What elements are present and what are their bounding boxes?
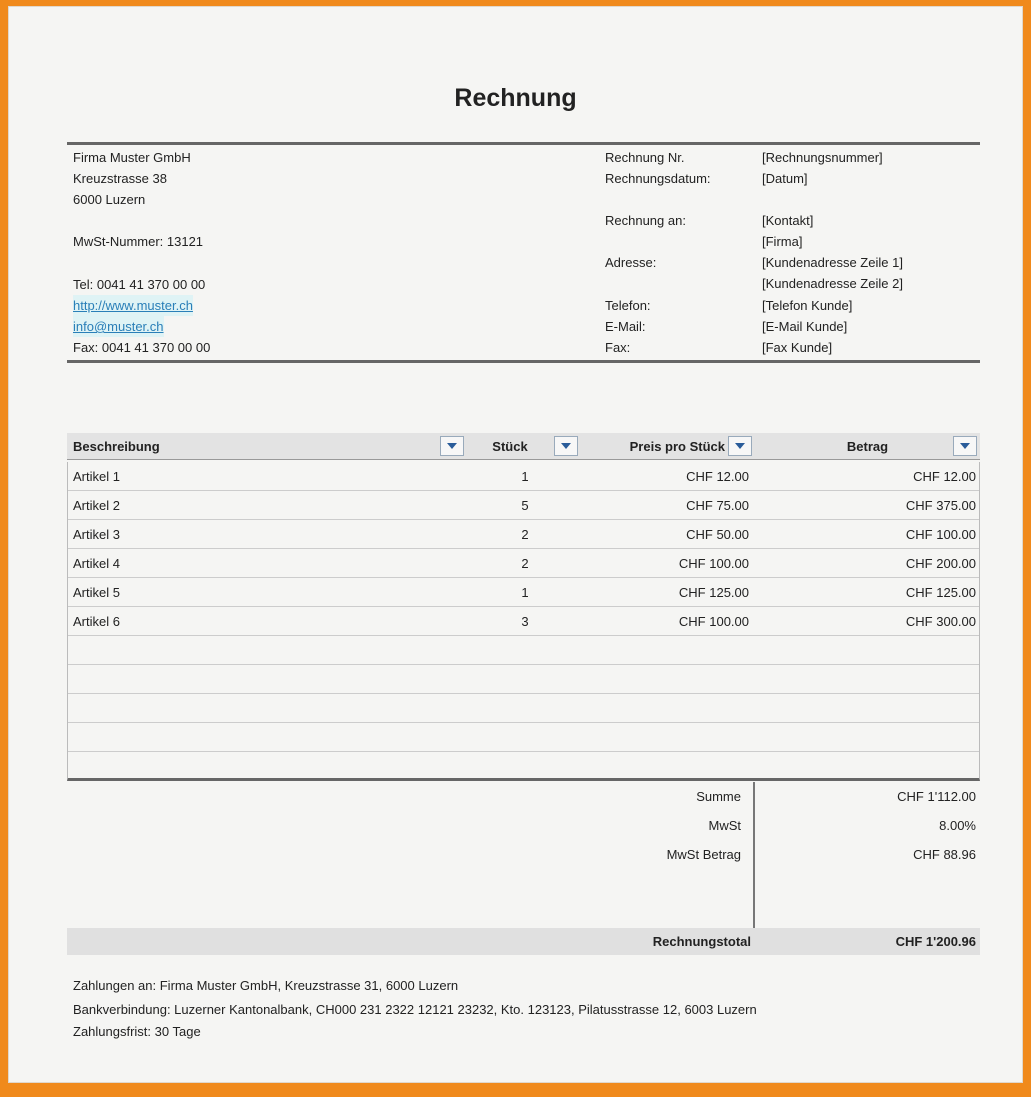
sender-tel: Tel: 0041 41 370 00 00 [73,277,206,292]
sender-fax: Fax: 0041 41 370 00 00 [73,340,211,355]
filter-dropdown-icon[interactable] [554,436,578,456]
table-cell: Artikel 1 [73,469,120,484]
table-cell: CHF 300.00 [905,614,976,629]
vat-amount-label: MwSt Betrag [666,847,741,862]
sum-label: Summe [696,789,741,804]
filter-dropdown-icon[interactable] [440,436,464,456]
table-cell: 5 [521,498,529,513]
table-cell: 1 [521,469,529,484]
vat-label: MwSt [708,818,741,833]
header-preis: Preis pro Stück [585,433,755,460]
total-band [67,928,980,955]
divider [67,142,980,145]
info-value[interactable]: [Telefon Kunde] [762,298,853,313]
vat-amount: CHF 88.96 [913,847,976,862]
info-label: Rechnung Nr. [605,150,685,165]
total-value: CHF 1'200.96 [895,934,976,949]
info-label: Adresse: [605,255,657,270]
table-cell: 1 [521,585,529,600]
items-table-frame [67,462,980,781]
table-cell: CHF 75.00 [686,498,749,513]
table-cell: Artikel 3 [73,527,120,542]
info-label: Telefon: [605,298,651,313]
table-cell: 2 [521,527,529,542]
table-cell: 2 [521,556,529,571]
info-value[interactable]: [E-Mail Kunde] [762,319,848,334]
info-value[interactable]: [Datum] [762,171,808,186]
info-value[interactable]: [Rechnungsnummer] [762,150,883,165]
sender-vat: MwSt-Nummer: 13121 [73,234,204,249]
divider [753,782,755,952]
table-cell: Artikel 5 [73,585,120,600]
header-beschreibung: Beschreibung [67,433,465,460]
sender-company: Firma Muster GmbH [73,150,191,165]
table-cell: Artikel 4 [73,556,120,571]
sender-email-link[interactable]: info@muster.ch [73,316,164,337]
sender-city: 6000 Luzern [73,192,146,207]
table-cell: CHF 200.00 [905,556,976,571]
sender-street: Kreuzstrasse 38 [73,171,167,186]
filter-dropdown-icon[interactable] [953,436,977,456]
filter-dropdown-icon[interactable] [728,436,752,456]
table-cell: CHF 12.00 [913,469,976,484]
info-value[interactable]: [Firma] [762,234,803,249]
table-cell: CHF 12.00 [686,469,749,484]
table-cell: Artikel 2 [73,498,120,513]
info-label: Rechnungsdatum: [605,171,711,186]
divider [67,360,980,363]
table-cell: CHF 125.00 [678,585,749,600]
table-cell: CHF 50.00 [686,527,749,542]
footer-bank: Bankverbindung: Luzerner Kantonalbank, CH000 231 2322 12121 23232, Kto. 123123, Pilatusstrasse 12, 6003 Luzern [73,1002,757,1017]
total-label: Rechnungstotal [652,934,751,949]
info-label: Rechnung an: [605,213,686,228]
info-label: Fax: [605,340,631,355]
info-value[interactable]: [Kontakt] [762,213,814,228]
footer-terms: Zahlungsfrist: 30 Tage [73,1024,201,1039]
header-betrag: Betrag [755,433,980,460]
info-value[interactable]: [Fax Kunde] [762,340,833,355]
table-cell: 3 [521,614,529,629]
info-label: E-Mail: [605,319,646,334]
footer-payment: Zahlungen an: Firma Muster GmbH, Kreuzstrasse 31, 6000 Luzern [73,978,459,993]
table-cell: CHF 100.00 [905,527,976,542]
header-stueck: Stück [465,433,585,460]
info-value[interactable]: [Kundenadresse Zeile 1] [762,255,903,270]
table-cell: CHF 125.00 [905,585,976,600]
table-cell: CHF 100.00 [678,556,749,571]
table-cell: Artikel 6 [73,614,120,629]
table-cell: CHF 375.00 [905,498,976,513]
sender-web-link[interactable]: http://www.muster.ch [73,295,193,316]
info-value[interactable]: [Kundenadresse Zeile 2] [762,276,903,291]
vat-rate: 8.00% [939,818,976,833]
page-title: Rechnung [454,84,577,112]
sum-value: CHF 1'112.00 [897,789,976,804]
table-cell: CHF 100.00 [678,614,749,629]
